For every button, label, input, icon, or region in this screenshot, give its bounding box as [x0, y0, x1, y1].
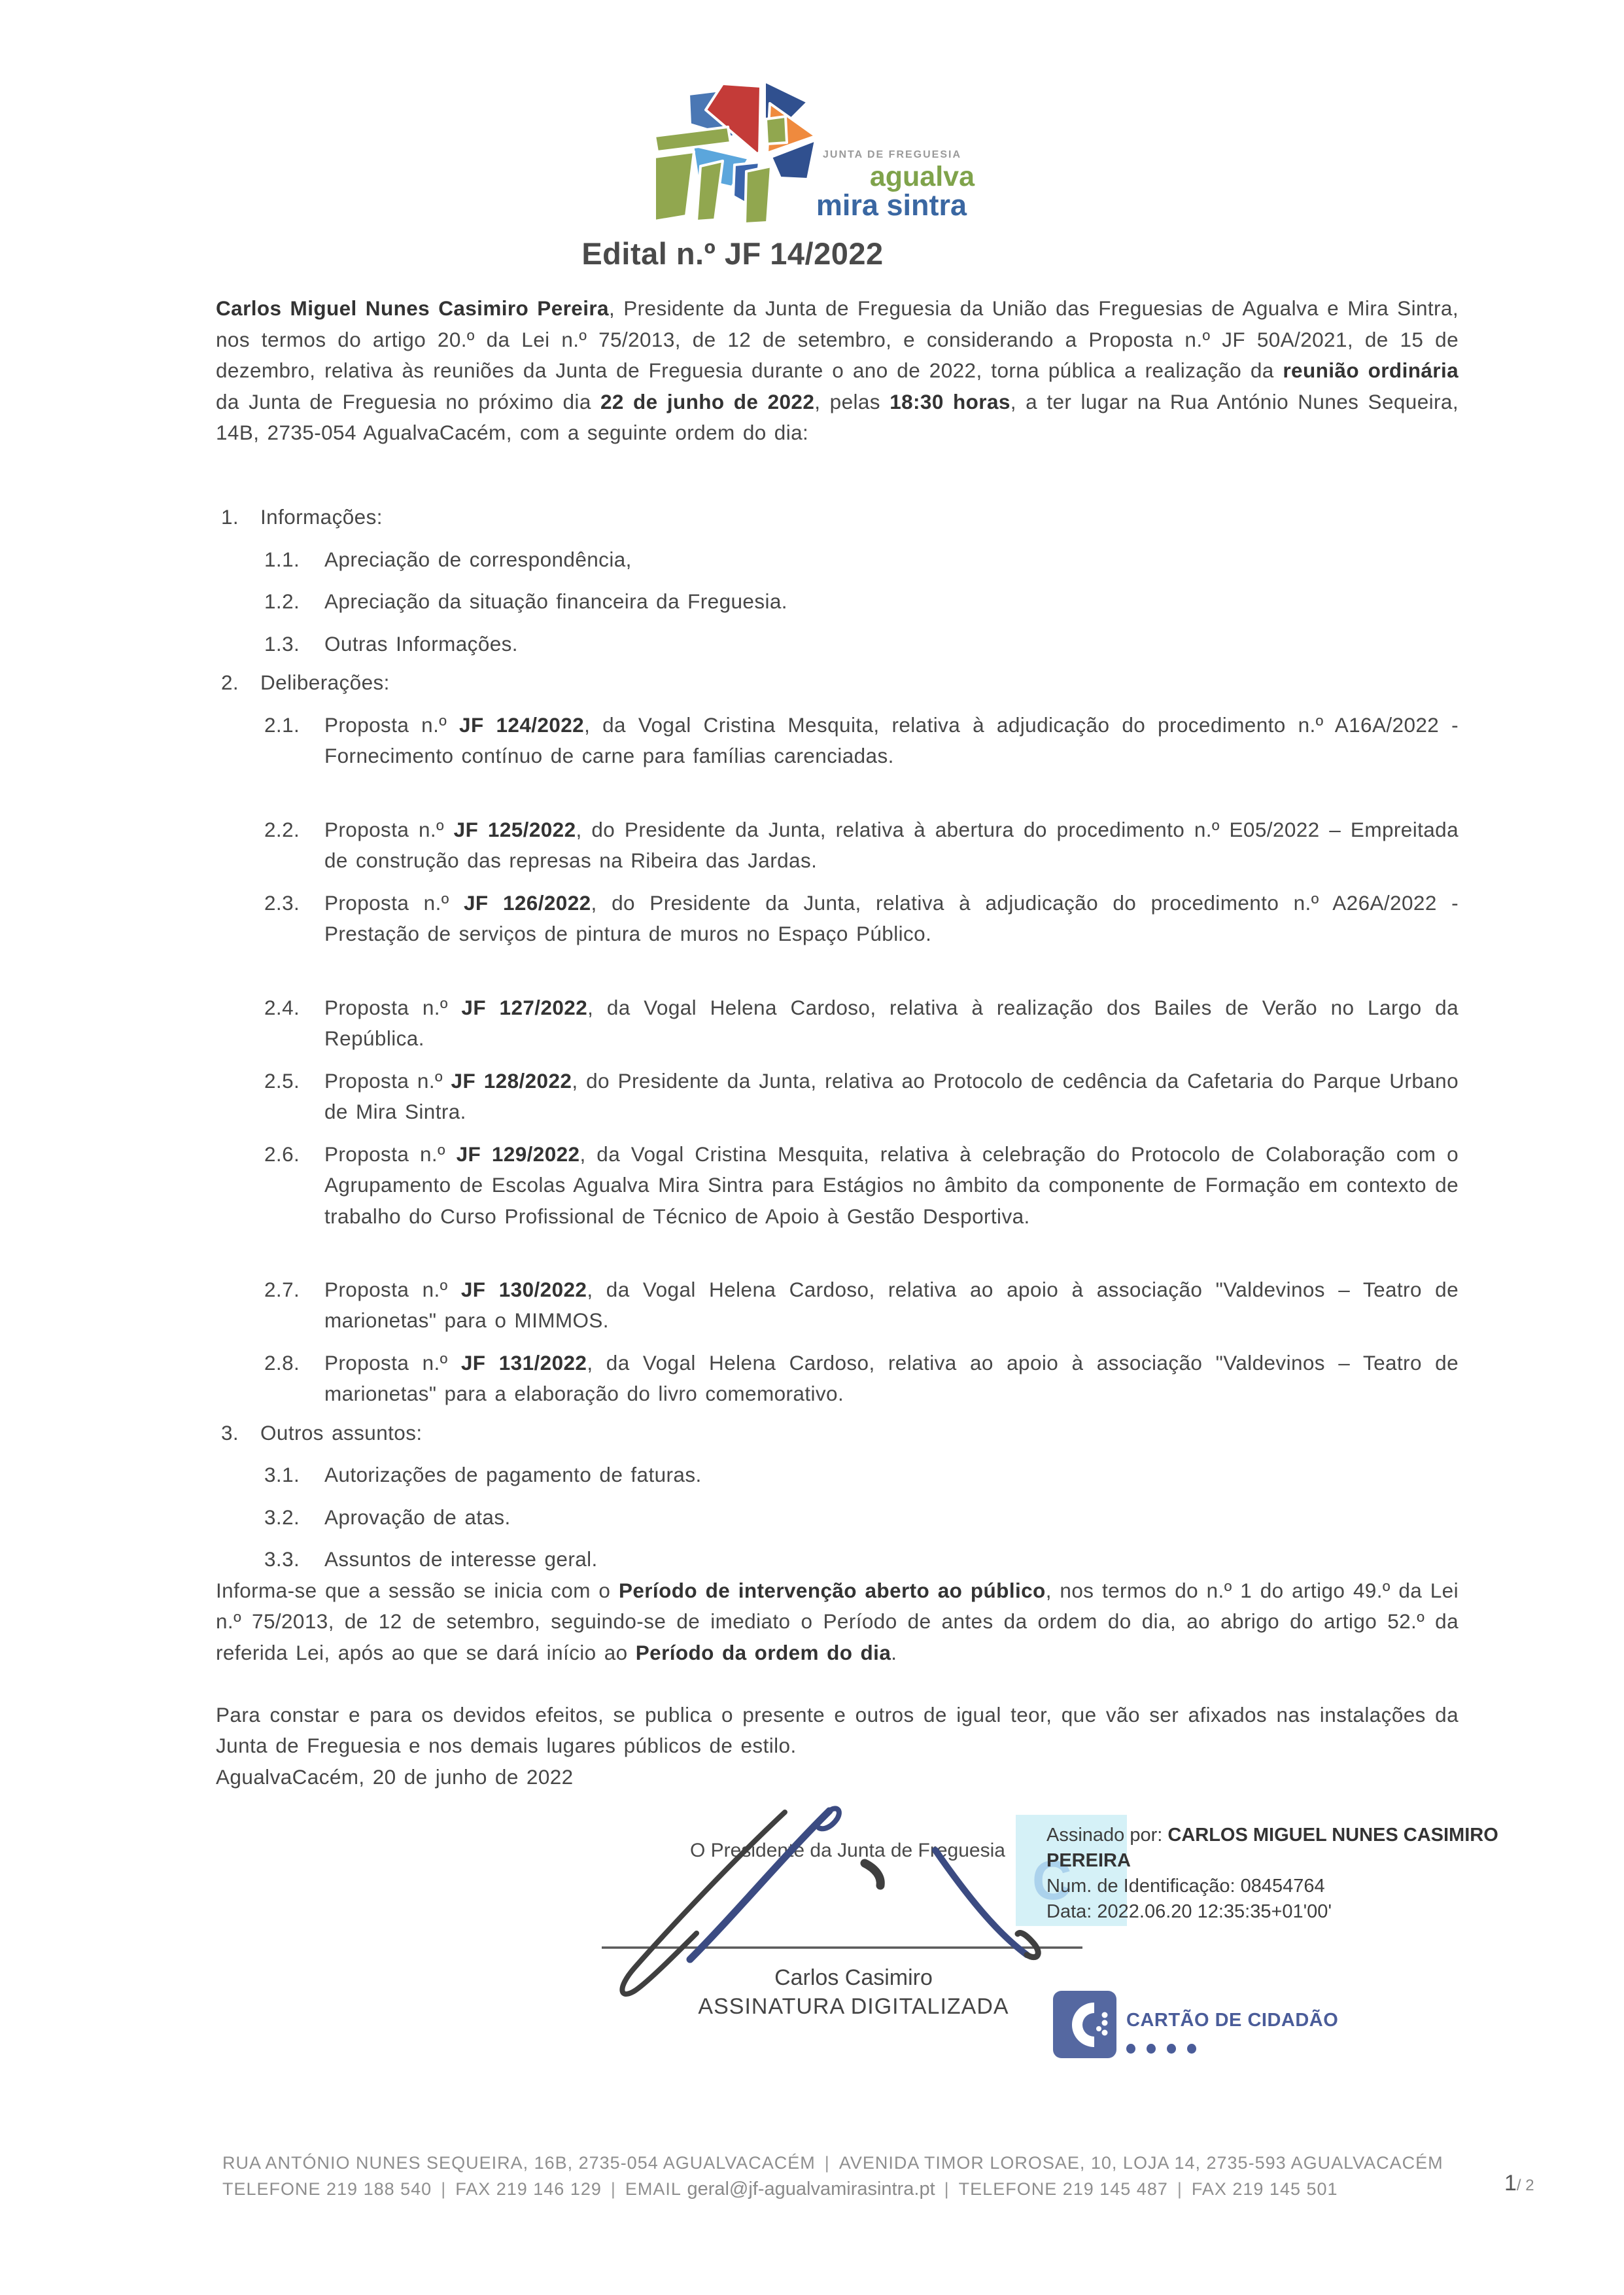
list-item: 1.1. Apreciação de correspondência, — [264, 547, 632, 571]
list-item: 2.1. Proposta n.º JF 124/2022, da Vogal Cristina Mesquita, relativa à adjudicação do procedimento n.º A16A/2022 - Fornecimento contínuo de carne para famílias carenciadas. — [264, 712, 1459, 767]
org-small-label: JUNTA DE FREGUESIA — [823, 149, 962, 160]
org-name-agualva: agualva — [869, 161, 975, 192]
citizen-card-label: CARTÃO DE CIDADÃO — [1126, 2010, 1339, 2031]
org-name-mira-sintra: mira sintra — [816, 188, 967, 222]
list-item: 2.5. Proposta n.º JF 128/2022, do Presidente da Junta, relativa ao Protocolo de cedência da Cafetaria do Parque Urbano de Mira Sintra. — [264, 1068, 1459, 1123]
footer-address-2: AVENIDA TIMOR LOROSAE, 10, LOJA 14, 2735-593 AGUALVACACÉM — [838, 2153, 1443, 2173]
footer-contacts-line: TELEFONE 219 188 540 | FAX 219 146 129 | EMAIL geral@jf-agualvamirasintra.pt | TELEFONE 219 145 487 | FAX 219 145 501 — [222, 2179, 1338, 2199]
digitized-signature-caption: ASSINATURA DIGITALIZADA — [698, 1994, 1009, 2019]
footer-address-1: RUA ANTÓNIO NUNES SEQUEIRA, 16B, 2735-054 AGUALVACACÉM — [222, 2153, 816, 2173]
list-item: 2.2. Proposta n.º JF 125/2022, do Presidente da Junta, relativa à abertura do procedimento n.º E05/2022 – Empreitada de construção das represas na Ribeira das Jardas. — [264, 817, 1459, 872]
page-number: 1/ 2 — [1504, 2171, 1534, 2196]
place-date-line: AgualvaCacém, 20 de junho de 2022 — [216, 1764, 574, 1789]
list-item: 2.6. Proposta n.º JF 129/2022, da Vogal Cristina Mesquita, relativa à celebração do Protocolo de Colaboração com o Agrupamento de Escolas Agualva Mira Sintra para Estágios no âmbito da componente de Formação em contexto de trabalho do Curso Profissional de Técnico de Apoio à Gestão Desportiva. — [264, 1142, 1459, 1228]
signed-by-name: CARLOS MIGUEL NUNES CASIMIRO PEREIRA — [1046, 1825, 1498, 1871]
meeting-time: 18:30 horas — [890, 389, 1011, 413]
watermark-letter: C — [1032, 1849, 1072, 1911]
list-item: 1.3. Outras Informações. — [264, 631, 518, 656]
publication-paragraph: Para constar e para os devidos efeitos, se publica o presente e outros de igual teor, que vão ser afixados nas instalações da Junta de Freguesia e nos demais lugares públicos de estilo. — [216, 1702, 1459, 1757]
citizen-card-dots — [1126, 2044, 1196, 2054]
section-heading: 1. Informações: — [221, 505, 383, 529]
typed-signer-name: Carlos Casimiro — [774, 1965, 933, 1990]
signature-timestamp: Data: 2022.06.20 12:35:35+01'00' — [1046, 1901, 1332, 1922]
list-item: 1.2. Apreciação da situação financeira da Freguesia. — [264, 589, 787, 613]
meeting-date: 22 de junho de 2022 — [600, 389, 815, 413]
footer-fax-1: FAX 219 146 129 — [455, 2179, 602, 2199]
intro-paragraph: Carlos Miguel Nunes Casimiro Pereira, Presidente da Junta de Freguesia da União das Freguesias de Agualva e Mira Sintra, nos termos do artigo 20.º da Lei n.º 75/2013, de 12 de setembro, e considerando a Proposta n.º JF 50A/2021, de 15 de dezembro, relativa às reuniões da Junta de Freguesia durante o ano de 2022, torna pública a realização da reunião ordinária da Junta de Freguesia no próximo dia 22 de junho de 2022, pelas 18:30 horas, a ter lugar na Rua António Nunes Sequeira, 14B, 2735-054 AgualvaCacém, com a seguinte ordem do dia: — [216, 296, 1459, 444]
list-item: 3.3. Assuntos de interesse geral. — [264, 1547, 598, 1571]
footer-phone-2: TELEFONE 219 145 487 — [958, 2179, 1168, 2199]
citizen-card-icon — [1053, 1991, 1116, 2058]
list-item: 2.8. Proposta n.º JF 131/2022, da Vogal Helena Cardoso, relativa ao apoio à associação "Valdevinos – Teatro de marionetas" para a elaboração do livro comemorativo. — [264, 1350, 1459, 1405]
section-heading: 2. Deliberações: — [221, 671, 390, 694]
page-title: Edital n.º JF 14/2022 — [581, 236, 884, 271]
footer-address-line: RUA ANTÓNIO NUNES SEQUEIRA, 16B, 2735-054 AGUALVACACÉM | AVENIDA TIMOR LOROSAE, 10, LOJA 14, 2735-593 AGUALVACACÉM — [222, 2153, 1443, 2173]
signer-id-number: Num. de Identificação: 08454764 — [1046, 1876, 1325, 1897]
digital-signature-info — [1046, 1823, 1511, 1925]
footer-phone-1: TELEFONE 219 188 540 — [222, 2179, 432, 2199]
list-item: 3.2. Aprovação de atas. — [264, 1505, 511, 1529]
session-info-paragraph: Informa-se que a sessão se inicia com o Período de intervenção aberto ao público, nos termos do n.º 1 do artigo 49.º da Lei n.º 75/2013, de 12 de setembro, seguindo-se de imediato o Período de antes da ordem do dia, ao abrigo do artigo 52.º da referida Lei, após ao que se dará início ao Período da ordem do dia. — [216, 1578, 1459, 1664]
footer-email-address: geral@jf-agualvamirasintra.pt — [687, 2179, 935, 2199]
list-item: 2.7. Proposta n.º JF 130/2022, da Vogal Helena Cardoso, relativa ao apoio à associação "Valdevinos – Teatro de marionetas" para o MIMMOS. — [264, 1277, 1459, 1332]
signed-by-label: Assinado por: — [1046, 1825, 1168, 1846]
footer-fax-2: FAX 219 145 501 — [1191, 2179, 1338, 2199]
document-body — [216, 293, 1459, 1793]
list-item: 3.1. Autorizações de pagamento de faturas. — [264, 1463, 702, 1486]
section-heading: 3. Outros assuntos: — [221, 1420, 423, 1445]
signer-role-label: O Presidente da Junta de Freguesia — [690, 1840, 1005, 1861]
list-item: 2.3. Proposta n.º JF 126/2022, do Presidente da Junta, relativa à adjudicação do procedimento n.º A26A/2022 - Prestação de serviços de pintura de muros no Espaço Público. — [264, 890, 1459, 945]
president-name: Carlos Miguel Nunes Casimiro Pereira — [216, 296, 609, 320]
footer-email-label: EMAIL — [625, 2179, 682, 2199]
list-item: 2.4. Proposta n.º JF 127/2022, da Vogal Helena Cardoso, relativa à realização dos Bailes de Verão no Largo da República. — [264, 995, 1459, 1050]
